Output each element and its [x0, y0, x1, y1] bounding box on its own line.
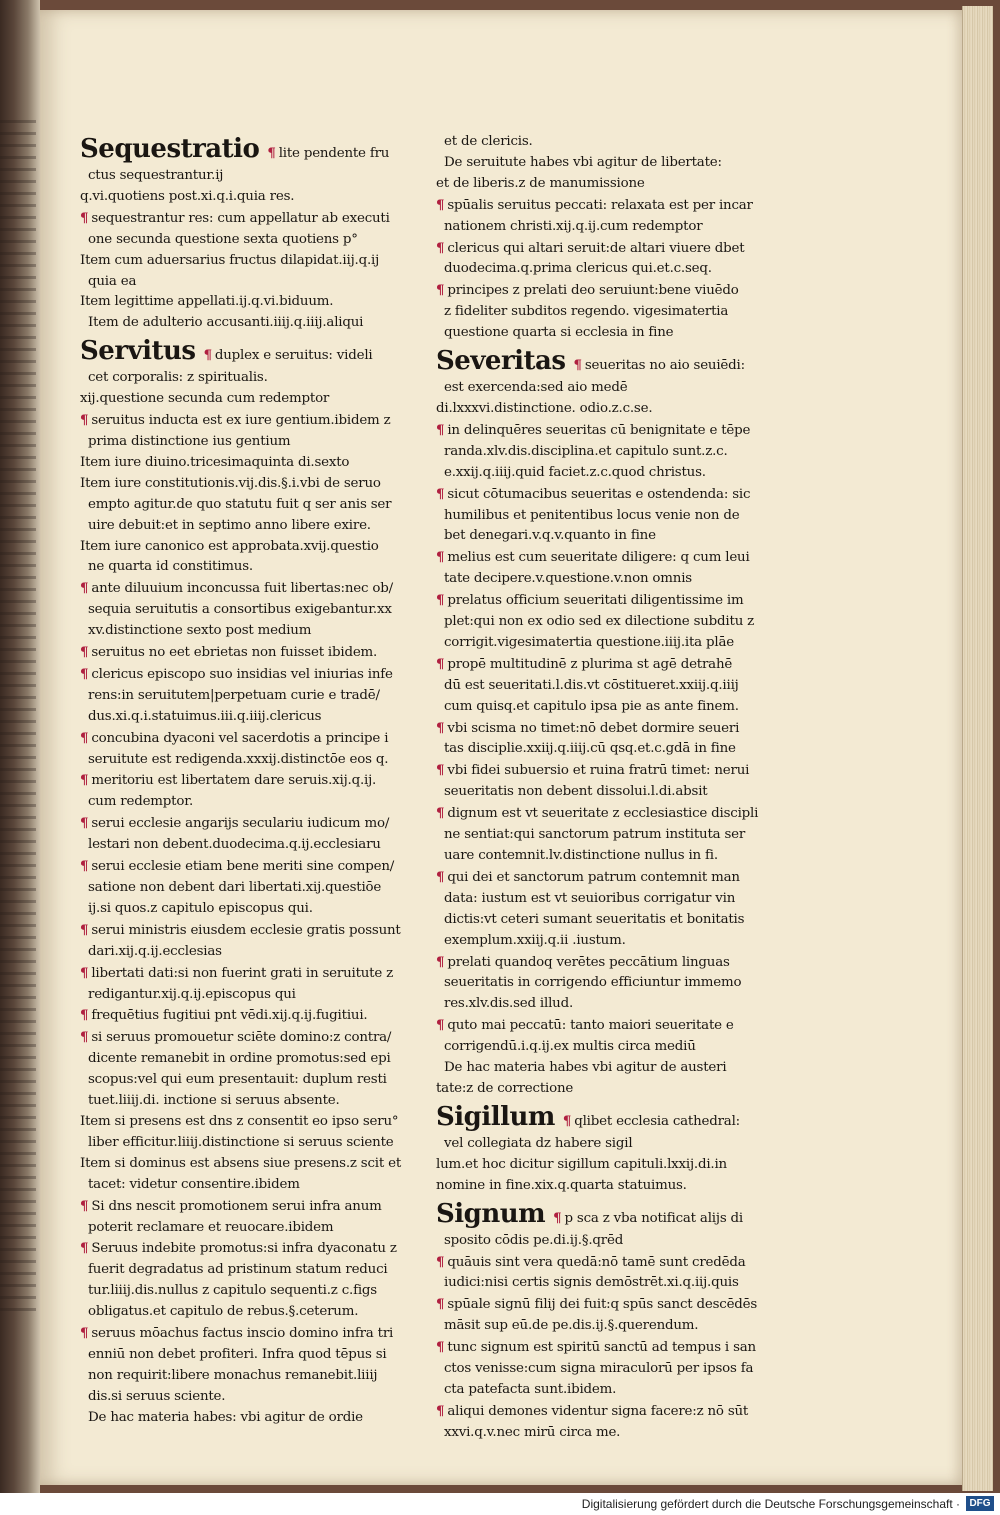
left-text-column: Sequestratio ¶ lite pendente fru ctus sequestrantur.ij q.vi.quotiens post.xi.q.i.quia res. ¶ sequestrantur res: cum appellatur ab executi one secunda questione sexta quotiens p° Item cum aduersarius fructus dilapidat.iij.q.ij quia ea Item legittime appellati.ij.q.vi.biduum. Item de adulterio accusanti.iiij.q.iiij.aliqui Servitus ¶ duplex e seruitus: videli cet corporalis: z spiritualis. xij.questione secunda cum redemptor ¶ seruitus inducta est ex iure gentium.ibidem z prima distinctione ius gentium Item iure diuino.tricesimaquinta di.sexto Item iure constitutionis.vij.dis.§.i.vbi de seruo empto agitur.de quo statutu fuit q ser anis ser uire debuit:et in septimo anno libere exire. Item iure canonico est approbata.xvij.questio ne quarta id constitimus. ¶ ante diluuium inconcussa fuit libertas:nec ob/ sequia seruitutis a consortibus exigebantur.xx xv.distinctione sexto post medium ¶ seruitus no eet ebrietas non fuisset ibidem. ¶ clericus episcopo suo insidias vel iniurias infe rens:in seruitutem|perpetuam curie e tradē/ dus.xi.q.i.statuimus.iii.q.iiij.clericus ¶ concubina dyaconi vel sacerdotis a principe i seruitute est redigenda.xxxij.distinctōe eos q. ¶ meritoriu est libertatem dare seruis.xij.q.ij. cum redemptor. ¶ serui ecclesie angarijs seculariu iudicum mo/ lestari non debent.duodecima.q.ij.ecclesiaru ¶ serui ecclesie etiam bene meriti sine compen/ satione non debent dari libertati.xij.questiōe ij.si quos.z capitulo episcopus qui. ¶ serui ministris eiusdem ecclesie gratis possunt dari.xij.q.ij.ecclesias ¶ libertati dati:si non fuerint grati in seruitute z redigantur.xij.q.ij.episcopus qui ¶ frequētius fugitiui pnt vēdi.xij.q.ij.fugitiui. ¶ si seruus promouetur sciēte domino:z contra/ dicente remanebit in ordine promotus:sed epi scopus:vel qui eum presentauit: duplum resti tuet.liiij.di. inctione si seruus absente. Item si presens est dns z consentit eo ipso seru° liber efficitur.liiij.distinctione si seruus sciente Item si dominus est absens siue presens.z scit et tacet: videtur consentire.ibidem ¶ Si dns nescit promotionem serui infra anum poterit reclamare et reuocare.ibidem ¶ Seruus indebite promotus:si infra dyaconatu z fuerit degradatus ad pristinum statum reduci tur.liiij.dis.nullus z capitulo sequenti.z c.figs obligatus.et capitulo de rebus.§.ceterum. ¶ seruus mōachus factus inscio domino infra tri enniū non debet profiteri. Infra quod tēpus si non requirit:libere monachus remanebit.liiij dis.si seruus sciente. De hac materia habes: vbi agitur de ordie — [80, 132, 415, 1429]
text-line: Seruus indebite promotus:si infra dyaconatu z — [91, 1241, 397, 1257]
text-line: cum redemptor. — [88, 794, 193, 810]
text-line: De hac materia habes vbi agitur de austeri — [444, 1060, 727, 1076]
text-line: seruitus no eet ebrietas non fuisset ibidem. — [91, 645, 378, 661]
text-line: nationem christi.xij.q.ij.cum redemptor — [444, 218, 703, 234]
text-line: sposito cōdis pe.di.ij.§.qrēd — [444, 1232, 624, 1248]
text-line: serui ministris eiusdem ecclesie gratis possunt — [91, 922, 401, 938]
text-line: enniū non debet profiteri. Infra quod tēpus si — [88, 1346, 387, 1362]
text-line: seruitus inducta est ex iure gentium.ibidem z — [91, 413, 391, 429]
text-line: clericus qui altari seruit:de altari viuere dbet — [447, 240, 745, 256]
text-line: clericus episcopo suo insidias vel iniurias infe — [91, 666, 393, 682]
text-line: sicut cōtumacibus seueritas e ostendenda: sic — [447, 486, 751, 502]
text-line: ne quarta id constitimus. — [88, 559, 253, 575]
entry-sequestratio: Sequestratio ¶ lite pendente fru — [80, 134, 390, 164]
text-line: obligatus.et capitulo de rebus.§.ceterum. — [88, 1304, 359, 1320]
text-line: tate:z de correctione — [436, 1080, 574, 1096]
text-line: Item iure constitutionis.vij.dis.§.i.vbi de seruo — [80, 475, 381, 491]
text-line: Item si presens est dns z consentit eo ipso seru° — [80, 1113, 399, 1129]
text-line: xij.questione secunda cum redemptor — [80, 391, 330, 407]
entry-sigillum: Sigillum ¶ qlibet ecclesia cathedral: — [436, 1101, 740, 1132]
text-line: cet corporalis: z spiritualis. — [88, 370, 268, 386]
text-line: liber efficitur.liiij.distinctione si seruus sciente — [88, 1134, 394, 1150]
text-line: Item iure canonico est approbata.xvij.questio — [80, 538, 379, 554]
text-line: sequia seruitutis a consortibus exigebantur.xx — [88, 602, 392, 618]
text-line: nomine in fine.xix.q.quarta statuimus. — [436, 1177, 687, 1193]
text-line: prima distinctione ius gentium — [88, 433, 291, 449]
text-line: frequētius fugitiui pnt vēdi.xij.q.ij.fugitiui. — [91, 1008, 368, 1024]
text-line: De hac materia habes: vbi agitur de ordie — [88, 1409, 363, 1425]
text-line: iudici:nisi certis signis demōstrēt.xi.q.iij.quis — [444, 1275, 739, 1291]
text-line: ij.si quos.z capitulo episcopus qui. — [88, 900, 313, 916]
text-line: Item iure diuino.tricesimaquinta di.sexto — [80, 454, 350, 470]
text-line: rens:in seruitutem|perpetuam curie e tradē/ — [88, 687, 380, 703]
text-line: redigantur.xij.q.ij.episcopus qui — [88, 986, 296, 1002]
page-edges — [962, 6, 993, 1491]
text-line: et de clericis. — [444, 134, 533, 149]
text-line: prelatus officium seueritati diligentissime im — [447, 593, 744, 609]
text-line: vel collegiata dz habere sigil — [444, 1135, 633, 1151]
entry-servitus: Servitus ¶ duplex e seruitus: videli — [80, 336, 373, 367]
dfg-logo: DFG — [966, 1496, 994, 1511]
text-line: dictis:vt ceteri sumant seueritatis et bonitatis — [444, 911, 745, 927]
text-line: xxvi.q.v.nec mirū circa me. — [444, 1424, 621, 1440]
text-line: est exercenda:sed aio medē — [444, 380, 628, 396]
text-line: De seruitute habes vbi agitur de libertate: — [444, 154, 722, 170]
text-line: bet denegari.v.q.v.quanto in fine — [444, 528, 656, 544]
text-line: satione non debent dari libertati.xij.questiōe — [88, 880, 382, 895]
heading-sequestratio: Sequestratio — [80, 134, 260, 164]
text-line: lestari non debent.duodecima.q.ij.ecclesiaru — [88, 837, 381, 853]
text-line: one secunda questione sexta quotiens p° — [88, 231, 358, 247]
text-line: ctos venisse:cum signa miraculorū per ipsos fa — [444, 1361, 754, 1377]
text-line: concubina dyaconi vel sacerdotis a principe i — [91, 730, 389, 746]
text-line: dus.xi.q.i.statuimus.iii.q.iiij.clericus — [88, 708, 322, 724]
heading-severitas: Severitas — [436, 346, 566, 377]
text-line: quāuis sint vera quedā:nō tamē sunt credēda — [447, 1254, 746, 1270]
text-line: seruus mōachus factus inscio domino infra tri — [91, 1326, 394, 1342]
text-line: vbi scisma no timet:nō debet dormire seueri — [447, 720, 740, 736]
text-line: fuerit degradatus ad pristinum statum reduci — [88, 1262, 388, 1278]
text-line: vbi fidei subuersio et ruina fratrū timet: nerui — [447, 763, 750, 779]
text-line: dicente remanebit in ordine promotus:sed epi — [88, 1051, 391, 1067]
text-line: duodecima.q.prima clericus qui.et.c.seq. — [444, 261, 712, 277]
text-line: cum quisq.et capitulo ipsa pie as ante finem. — [444, 698, 739, 714]
text-line: si seruus promouetur sciēte domino:z contra/ — [91, 1030, 392, 1046]
text-line: poterit reclamare et reuocare.ibidem — [88, 1219, 334, 1235]
text-line: questione quarta si ecclesia in fine — [444, 325, 674, 341]
text-line: ne sentiat:qui sanctorum patrum instituta ser — [444, 827, 746, 843]
text-line: dari.xij.q.ij.ecclesias — [88, 943, 222, 959]
text-line: spūale signū filij dei fuit:q spūs sanct descēdēs — [447, 1297, 758, 1313]
text-line: Item cum aduersarius fructus dilapidat.iij.q.ij — [80, 252, 380, 268]
text-line: Item legittime appellati.ij.q.vi.biduum. — [80, 294, 334, 310]
text-line: tacet: videtur consentire.ibidem — [88, 1176, 300, 1192]
text-line: libertati dati:si non fuerint grati in seruitute z — [91, 965, 394, 981]
text-line: māsit sup eū.de pe.dis.ij.§.querendum. — [444, 1318, 699, 1334]
text-line: tate decipere.v.questione.v.non omnis — [444, 571, 692, 587]
text-line: corrigit.vigesimatertia questione.iiij.ita plāe — [444, 634, 734, 650]
right-text-column: et de clericis. De seruitute habes vbi agitur de libertate: et de liberis.z de manumissione ¶ spūalis seruitus peccati: relaxata est per incar nationem christi.xij.q.ij.cum redemptor ¶ clericus qui altari seruit:de altari viuere dbet duodecima.q.prima clericus qui.et.c.seq. ¶ principes z prelati deo seruiunt:bene viuēdo z fideliter subditos regendo. vigesimatertia questione quarta si ecclesia in fine Severitas ¶ seueritas no aio seuiēdi: est exercenda:sed aio medē di.lxxxvi.distinctione. odio.z.c.se. ¶ in delinquēres seueritas cū benignitate e tēpe randa.xlv.dis.disciplina.et capitulo sunt.z.c. e.xxij.q.iiij.quid faciet.z.c.quod christus. ¶ sicut cōtumacibus seueritas e ostendenda: sic humilibus et penitentibus locus venie non de bet denegari.v.q.v.quanto in fine ¶ melius est cum seueritate diligere: q cum leui tate decipere.v.questione.v.non omnis ¶ prelatus officium seueritati diligentissime im plet:qui non ex odio sed ex dilectione subditu z corrigit.vigesimatertia questione.iiij.ita plāe ¶ propē multitudinē z plurima st agē detrahē dū est seueritati.l.dis.vt cōstitueret.xxiij.q.iiij cum quisq.et capitulo ipsa pie as ante finem. ¶ vbi scisma no timet:nō debet dormire seueri tas disciplie.xxiij.q.iiij.cū qsq.et.c.gdā in fine ¶ vbi fidei subuersio et ruina fratrū timet: nerui seueritatis non debent dissolui.l.di.absit ¶ dignum est vt seueritate z ecclesiastice discipli ne sentiat:qui sanctorum patrum instituta ser uare contemnit.lv.distinctione nullus in fi. ¶ qui dei et sanctorum patrum contemnit man data: iustum est vt seuioribus corrigatur vin dictis:vt ceteri sumant seueritatis et bonitatis exemplum.xxiij.q.ii .iustum. ¶ prelati quandoq verētes peccātium linguas seueritatis in corrigendo efficiuntur immemo res.xlv.dis.sed illud. ¶ quto mai peccatū: tanto maiori seueritate e corrigendū.i.q.ij.ex multis circa mediū De hac materia habes vbi agitur de austeri tate:z de correctione Sigillum ¶ qlibet ecclesia cathedral: vel collegiata dz habere sigil lum.et hoc dicitur sigillum capituli.lxxij.di.in nomine in fine.xix.q.quarta statuimus. Signum ¶ p sca z vba notificat alijs di sposito cōdis pe.di.ij.§.qrēd ¶ quāuis sint vera quedā:nō tamē sunt credēda iudici:nisi certis signis demōstrēt.xi.q.iij.quis ¶ spūale signū filij dei fuit:q spūs sanct descēdēs māsit sup eū.de pe.dis.ij.§.querendum. ¶ tunc signum est spiritū sanctū ad tempus i san ctos venisse:cum signa miraculorū per ipsos fa cta patefacta sunt.ibidem. ¶ aliqui demones videntur signa facere:z nō sūt xxvi.q.v.nec mirū circa me. — [436, 132, 774, 1444]
text-line: quto mai peccatū: tanto maiori seueritate e — [447, 1018, 734, 1034]
text-line: tuet.liiij.di. inctione si seruus absente. — [88, 1093, 340, 1109]
left-page-text-fragment — [0, 120, 36, 1320]
text-line: exemplum.xxiij.q.ii .iustum. — [444, 932, 626, 948]
text-line: sequestrantur res: cum appellatur ab executi — [91, 210, 390, 226]
text-line: di.lxxxvi.distinctione. odio.z.c.se. — [436, 400, 653, 416]
text-line: melius est cum seueritate diligere: q cum leui — [447, 550, 750, 566]
text-line: ctus sequestrantur.ij — [88, 168, 224, 183]
text-line: lum.et hoc dicitur sigillum capituli.lxxij.di.in — [436, 1156, 727, 1172]
entry-severitas: Severitas ¶ seueritas no aio seuiēdi: — [436, 346, 745, 377]
text-line: cta patefacta sunt.ibidem. — [444, 1381, 617, 1397]
text-line: qui dei et sanctorum patrum contemnit man — [447, 869, 740, 885]
text-line: prelati quandoq verētes peccātium linguas — [447, 954, 730, 970]
text-line: corrigendū.i.q.ij.ex multis circa mediū — [444, 1039, 696, 1055]
text-line: dis.si seruus sciente. — [88, 1388, 226, 1404]
text-line: principes z prelati deo seruiunt:bene viuēdo — [447, 283, 739, 299]
text-line: scopus:vel qui eum presentauit: duplum resti — [88, 1072, 387, 1088]
entry-signum: Signum ¶ p sca z vba notificat alijs di — [436, 1198, 744, 1229]
text-line: dignum est vt seueritate z ecclesiastice discipli — [447, 806, 759, 822]
text-line: spūalis seruitus peccati: relaxata est per incar — [447, 197, 753, 213]
text-line: quia ea — [88, 273, 137, 289]
text-line: aliqui demones videntur signa facere:z nō sūt — [447, 1403, 749, 1419]
text-line: e.xxij.q.iiij.quid faciet.z.c.quod christus. — [444, 464, 706, 480]
text-line: randa.xlv.dis.disciplina.et capitulo sunt.z.c. — [444, 443, 728, 459]
text-line: ante diluuium inconcussa fuit libertas:nec ob/ — [91, 581, 393, 597]
text-line: serui ecclesie angarijs seculariu iudicum mo/ — [91, 816, 390, 832]
text-line: seueritatis in corrigendo efficiuntur immemo — [444, 975, 742, 991]
text-line: serui ecclesie etiam bene meriti sine compen/ — [91, 859, 395, 875]
text-line: et de liberis.z de manumissione — [436, 175, 645, 191]
text-line: Item de adulterio accusanti.iiij.q.iiij.aliqui — [88, 315, 364, 331]
text-line: tas disciplie.xxiij.q.iiij.cū qsq.et.c.gdā in fine — [444, 741, 736, 757]
left-page-gutter — [0, 0, 40, 1493]
heading-sigillum: Sigillum — [436, 1101, 555, 1132]
footer-bar — [0, 1493, 1000, 1515]
text-line: empto agitur.de quo statutu fuit q ser anis ser — [88, 496, 392, 512]
text-line: plet:qui non ex odio sed ex dilectione subditu z — [444, 614, 755, 630]
text-line: Item si dominus est absens siue presens.z scit et — [80, 1155, 402, 1171]
text-line: dū est seueritati.l.dis.vt cōstitueret.xxiij.q.iiij — [444, 677, 739, 693]
text-line: Si dns nescit promotionem serui infra anum — [91, 1198, 382, 1214]
text-line: propē multitudinē z plurima st agē detrahē — [447, 656, 733, 672]
text-line: uare contemnit.lv.distinctione nullus in fi. — [444, 848, 718, 863]
text-line: q.vi.quotiens post.xi.q.i.quia res. — [80, 188, 295, 204]
text-line: z fideliter subditos regendo. vigesimatertia — [444, 304, 729, 320]
text-line: non requirit:libere monachus remanebit.liiij — [88, 1367, 378, 1383]
text-line: data: iustum est vt seuioribus corrigatur vin — [444, 890, 736, 906]
text-line: meritoriu est libertatem dare seruis.xij.q.ij. — [91, 773, 377, 789]
text-line: uire debuit:et in septimo anno libere exire. — [88, 517, 371, 533]
text-line: humilibus et penitentibus locus venie non de — [444, 507, 740, 523]
text-line: in delinquēres seueritas cū benignitate e tēpe — [447, 422, 751, 438]
text-line: res.xlv.dis.sed illud. — [444, 996, 574, 1012]
footer-credit: Digitalisierung gefördert durch die Deutsche Forschungsgemeinschaft · — [581, 1497, 960, 1511]
text-line: seueritatis non debent dissolui.l.di.absit — [444, 784, 708, 800]
text-line: tunc signum est spiritū sanctū ad tempus i san — [447, 1340, 756, 1356]
heading-servitus: Servitus — [80, 336, 196, 367]
text-line: seruitute est redigenda.xxxij.distinctōe eos q. — [88, 751, 389, 767]
heading-signum: Signum — [436, 1198, 546, 1229]
text-line: xv.distinctione sexto post medium — [88, 623, 312, 639]
text-line: tur.liiij.dis.nullus z capitulo sequenti.z c.figs — [88, 1283, 377, 1299]
